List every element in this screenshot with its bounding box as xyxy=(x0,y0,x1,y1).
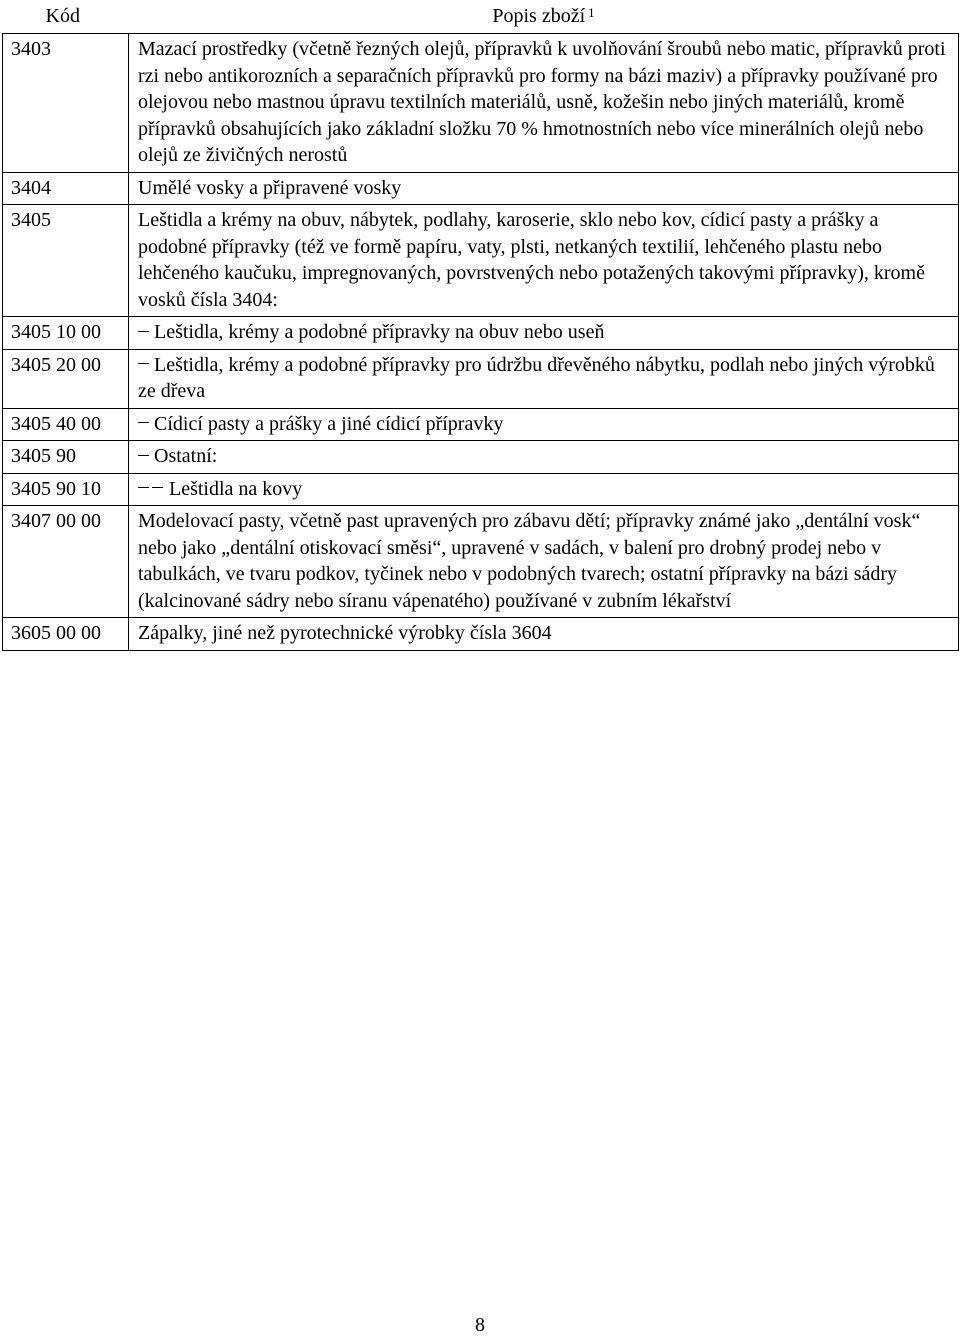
dash-marker xyxy=(138,331,149,332)
row-description-text: Cídicí pasty a prášky a jiné cídicí přípravky xyxy=(154,412,504,435)
row-code: 3407 00 00 xyxy=(3,506,129,618)
table-body xyxy=(3,34,959,651)
header-code: Kód xyxy=(3,0,129,34)
row-description xyxy=(129,172,959,205)
row-description xyxy=(129,205,959,317)
row-code: 3404 xyxy=(3,172,129,205)
row-code: 3405 20 00 xyxy=(3,349,129,408)
row-description xyxy=(129,408,959,441)
table-row xyxy=(3,349,959,408)
row-description xyxy=(129,618,959,651)
table-row xyxy=(3,506,959,618)
row-description-text: Modelovací pasty, včetně past upravených pro zábavu dětí; přípravky známé jako „dentální vosk“ nebo jako „dentální otiskovací směsi“, upravené v sadách, v balení pro drobný prodej nebo v tabulkách, ve tvaru podkov, tyčinek nebo v podobných tvarech; ostatní přípravky na bázi sádry (kalcinované sádry nebo síranu vápenatého) používané v zubním lékařství xyxy=(138,510,921,612)
row-description xyxy=(129,349,959,408)
row-description xyxy=(129,473,959,506)
dash-marker xyxy=(138,487,149,488)
row-code: 3405 90 10 xyxy=(3,473,129,506)
row-description-text: Leštidla a krémy na obuv, nábytek, podlahy, karoserie, sklo nebo kov, cídicí pasty a prášky a podobné přípravky (též ve formě papíru, vaty, plsti, netkaných textilií, lehčeného plastu nebo lehčeného kaučuku, impregnovaných, povrstvených nebo potažených takovými přípravky), kromě vosků čísla 3404: xyxy=(138,209,925,311)
row-description xyxy=(129,441,959,474)
table-row xyxy=(3,172,959,205)
row-description xyxy=(129,34,959,173)
row-code: 3405 10 00 xyxy=(3,317,129,350)
dash-marker xyxy=(138,363,149,364)
table-row xyxy=(3,618,959,651)
row-description-text: Leštidla, krémy a podobné přípravky pro údržbu dřevěného nábytku, podlah nebo jiných výrobků ze dřeva xyxy=(138,353,935,402)
row-description xyxy=(129,506,959,618)
row-description-text: Leštidla na kovy xyxy=(169,477,303,500)
row-description xyxy=(129,317,959,350)
table-row xyxy=(3,34,959,173)
table-row xyxy=(3,408,959,441)
row-code: 3405 40 00 xyxy=(3,408,129,441)
table-row xyxy=(3,441,959,474)
row-description-text: Ostatní: xyxy=(154,445,218,467)
header-description xyxy=(129,0,959,34)
dash-marker xyxy=(138,455,149,456)
row-code: 3405 xyxy=(3,205,129,317)
row-description-text: Umělé vosky a připravené vosky xyxy=(138,176,402,199)
row-code: 3405 90 xyxy=(3,441,129,474)
row-code: 3403 xyxy=(3,34,129,173)
table-header-row xyxy=(3,0,959,34)
row-description-text: Zápalky, jiné než pyrotechnické výrobky čísla 3604 xyxy=(138,622,552,644)
row-code: 3605 00 00 xyxy=(3,618,129,651)
table-row xyxy=(3,205,959,317)
footnote-marker: 1 xyxy=(588,5,595,21)
row-description-text: Leštidla, krémy a podobné přípravky na obuv nebo useň xyxy=(154,321,605,343)
row-description-text: Mazací prostředky (včetně řezných olejů, přípravků k uvolňování šroubů nebo matic, přípravků proti rzi nebo antikorozních a separačních přípravků pro formy na bázi maziv) a přípravky používané pro olejovou nebo mastnou úpravu textilních materiálů, usně, kožešin nebo jiných materiálů, kromě přípravků obsahujících jako základní složku 70 % hmotnostních nebo více minerálních olejů nebo olejů ze živičných nerostů xyxy=(138,38,946,166)
table-row xyxy=(3,473,959,506)
dash-marker xyxy=(138,422,149,423)
dash-marker xyxy=(152,487,163,488)
table-row xyxy=(3,317,959,350)
page-number: 8 xyxy=(475,1314,485,1336)
goods-table xyxy=(2,0,959,651)
header-description-label: Popis zboží xyxy=(492,5,586,28)
